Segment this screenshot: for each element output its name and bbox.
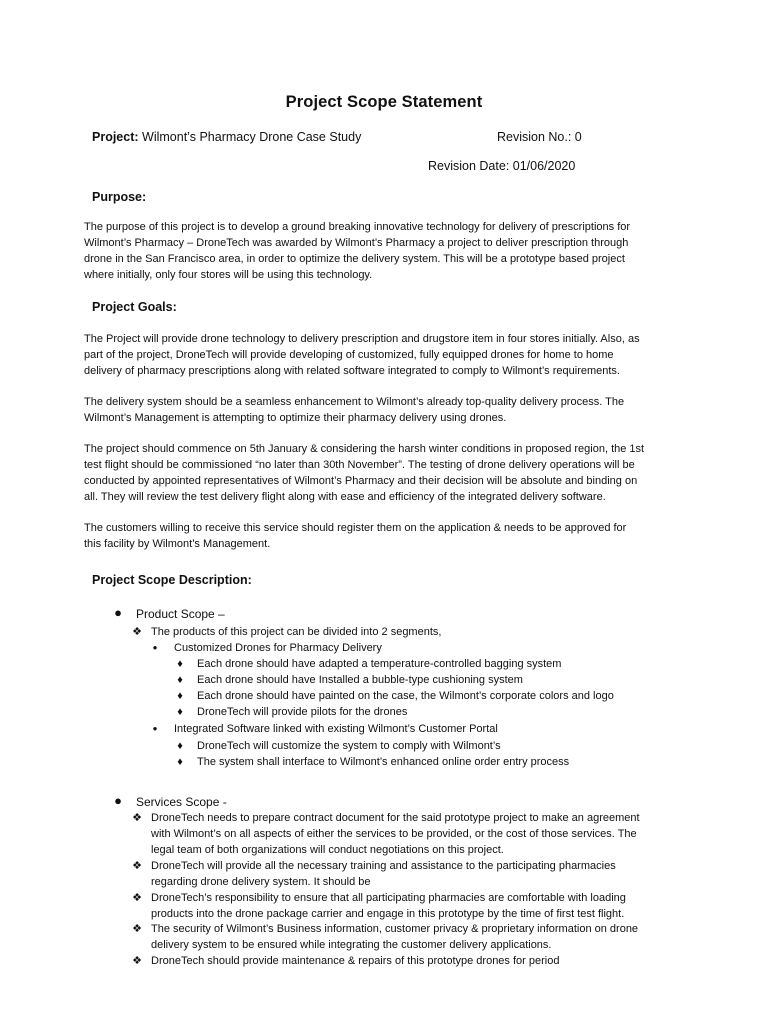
paragraph-line: delivery of pharmacy prescriptions along with related software integrated to comply to Wilmont’s requirements. — [84, 365, 620, 377]
project-name: Wilmont’s Pharmacy Drone Case Study — [142, 130, 362, 144]
purpose-paragraph — [84, 219, 684, 283]
paragraph-line: Wilmont’s Management is attempting to optimize their pharmacy delivery using drones. — [84, 412, 507, 424]
paragraph-line: where initially, only four stores will be using this technology. — [84, 269, 373, 281]
services-line: DroneTech will provide all the necessary training and assistance to the participating pharmacies — [151, 860, 616, 872]
paragraph-line: all. They will review the test delivery flight along with ease and efficiency of the integrated delivery software. — [84, 491, 606, 503]
services-item — [151, 890, 626, 922]
bullet-diamond-solid-icon: ♦ — [177, 756, 183, 768]
bullet-diamond-icon: ❖ — [132, 892, 142, 904]
bullet-diamond-solid-icon: ♦ — [177, 690, 183, 702]
services-line: The security of Wilmont’s Business information, customer privacy & proprietary information on drone — [151, 923, 639, 935]
segment-2-item: DroneTech will customize the system to comply with Wilmont’s — [197, 740, 501, 752]
bullet-diamond-icon: ❖ — [132, 812, 142, 824]
paragraph-line: The delivery system should be a seamless enhancement to Wilmont’s already top-quality delivery process. The — [84, 396, 625, 408]
paragraph-line: The Project will provide drone technology to delivery prescription and drugstore item in four stores initially. Also, as — [84, 333, 640, 345]
segment-2-label: Integrated Software linked with existing Wilmont’s Customer Portal — [174, 723, 498, 735]
services-line: products into the drone package carrier and engage in this prototype by the time of first test flight. — [151, 908, 625, 920]
services-line: DroneTech should provide maintenance & repairs of this prototype drones for period — [151, 955, 560, 967]
segment-1-item: Each drone should have Installed a bubble-type cushioning system — [197, 674, 523, 686]
segment-1-item: DroneTech will provide pilots for the drones — [197, 706, 408, 718]
services-line: regarding drone delivery system. It should be — [151, 876, 371, 888]
bullet-diamond-solid-icon: ♦ — [177, 658, 183, 670]
paragraph-line: this facility by Wilmont’s Management. — [84, 538, 271, 550]
paragraph-line: The customers willing to receive this service should register them on the application & needs to be approved for — [84, 522, 627, 534]
purpose-heading: Purpose: — [92, 190, 147, 204]
goals-paragraph-4 — [84, 520, 684, 552]
paragraph-line: The purpose of this project is to develop a ground breaking innovative technology for delivery of prescriptions for — [84, 221, 631, 233]
segment-1-item: Each drone should have painted on the case, the Wilmont’s corporate colors and logo — [197, 690, 614, 702]
segment-2-item: The system shall interface to Wilmont’s enhanced online order entry process — [197, 756, 570, 768]
project-line — [92, 130, 361, 144]
bullet-diamond-icon: ❖ — [132, 923, 142, 935]
segment-1-label: Customized Drones for Pharmacy Delivery — [174, 642, 382, 654]
bullet-diamond-icon: ❖ — [132, 860, 142, 872]
bullet-dot-icon: ● — [152, 724, 158, 733]
paragraph-line: Wilmont’s Pharmacy – DroneTech was awarded by Wilmont’s Pharmacy a project to deliver prescription through — [84, 237, 629, 249]
bullet-dot-icon: ● — [152, 643, 158, 652]
services-line: DroneTech needs to prepare contract document for the said prototype project to make an agreement — [151, 812, 640, 824]
bullet-dot-icon: ● — [114, 793, 122, 808]
product-scope-label: Product Scope – — [136, 607, 225, 621]
paragraph-line: part of the project, DroneTech will provide developing of customized, fully equipped drones for home to home — [84, 349, 614, 361]
goals-paragraph-2 — [84, 394, 684, 426]
paragraph-line: The project should commence on 5th January & considering the harsh winter conditions in proposed region, the 1st — [84, 443, 645, 455]
bullet-dot-icon: ● — [114, 605, 122, 620]
project-label: Project: — [92, 130, 139, 144]
bullet-diamond-icon: ❖ — [132, 955, 142, 967]
goals-paragraph-1 — [84, 331, 684, 379]
page-title: Project Scope Statement — [285, 93, 483, 111]
services-item — [151, 953, 559, 969]
services-line: delivery system to be ensured while integrating the customer delivery applications. — [151, 939, 552, 951]
bullet-diamond-solid-icon: ♦ — [177, 706, 183, 718]
bullet-diamond-solid-icon: ♦ — [177, 674, 183, 686]
services-item — [151, 921, 638, 953]
services-line: with Wilmont’s on all aspects of either the services to be provided, or the cost of those services. The — [151, 828, 637, 840]
goals-heading: Project Goals: — [92, 300, 177, 314]
services-line: DroneTech’s responsibility to ensure that all participating pharmacies are comfortable with loading — [151, 892, 626, 904]
goals-paragraph-3 — [84, 441, 684, 505]
bullet-diamond-solid-icon: ♦ — [177, 740, 183, 752]
services-item — [151, 858, 616, 890]
services-item — [151, 810, 640, 858]
product-scope-intro: The products of this project can be divided into 2 segments, — [151, 626, 442, 638]
scope-heading: Project Scope Description: — [92, 573, 252, 587]
segment-1-item: Each drone should have adapted a temperature-controlled bagging system — [197, 658, 562, 670]
revision-date: Revision Date: 01/06/2020 — [428, 159, 576, 173]
paragraph-line: drone in the San Francisco area, in order to optimize the delivery system. This will be a prototype based project — [84, 253, 625, 265]
paragraph-line: test flight should be commissioned “no later than 30th November”. The testing of drone delivery operations will be — [84, 459, 635, 471]
revision-number: Revision No.: 0 — [497, 130, 582, 144]
services-scope-label: Services Scope - — [136, 795, 227, 809]
paragraph-line: conducted by appointed representatives of Wilmont’s Pharmacy and their decision will be absolute and binding on — [84, 475, 638, 487]
services-line: legal team of both organizations will conduct negotiations on this project. — [151, 844, 504, 856]
bullet-diamond-icon: ❖ — [132, 626, 142, 638]
